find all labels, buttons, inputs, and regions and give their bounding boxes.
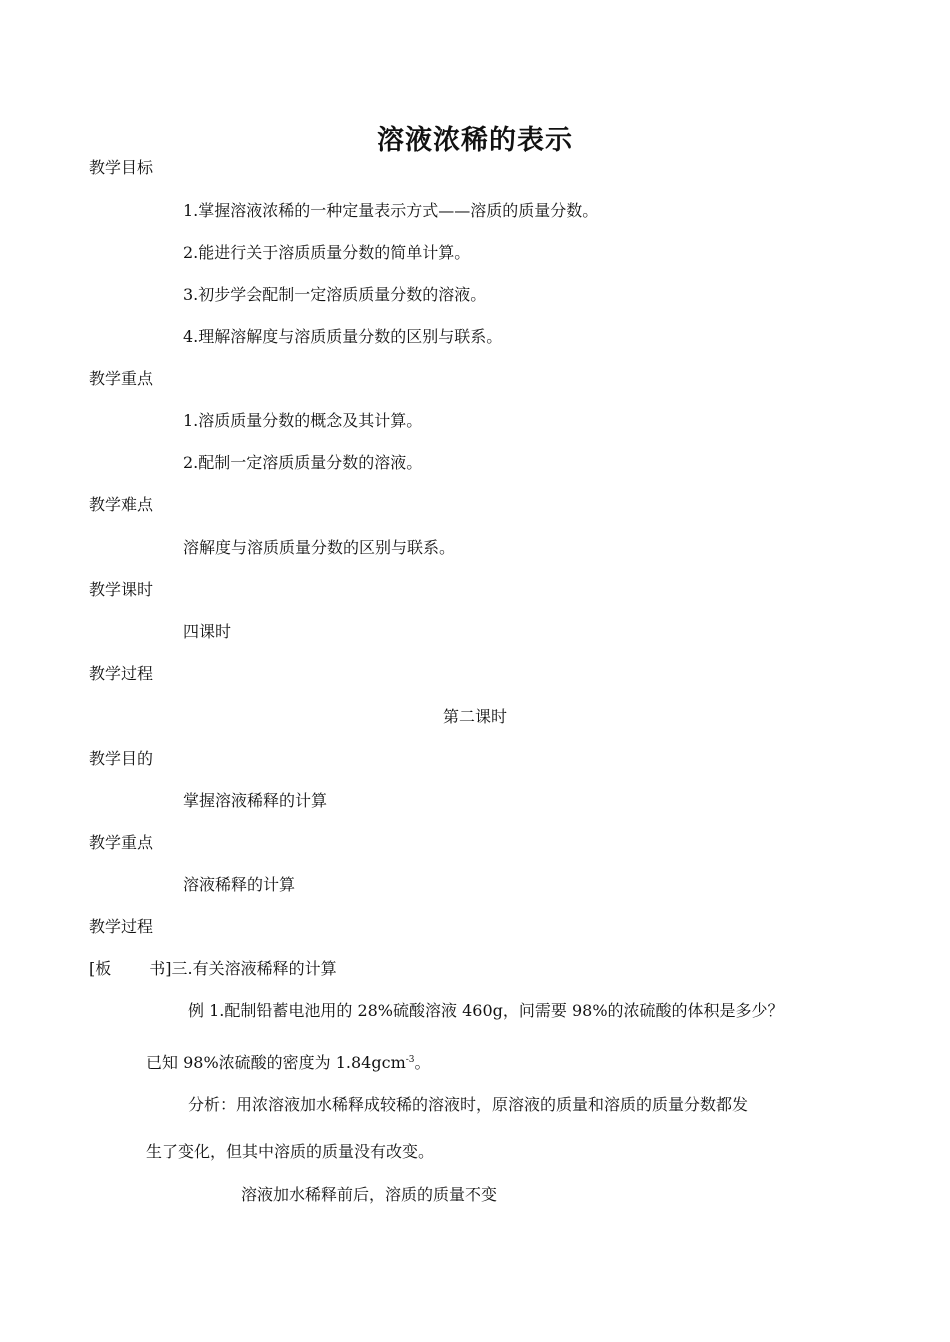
board-note	[89, 958, 337, 980]
lesson-process-heading: 教学过程	[89, 917, 154, 936]
lesson-key-heading: 教学重点	[89, 833, 154, 852]
key-point-item-2: 2.配制一定溶质质量分数的溶液。	[183, 453, 423, 472]
objective-item-4: 4.理解溶解度与溶质质量分数的区别与联系。	[183, 327, 503, 346]
lesson-title: 第二课时	[442, 707, 507, 726]
objectives-heading: 教学目标	[89, 158, 154, 177]
key-points-heading: 教学重点	[89, 369, 154, 388]
hours-heading: 教学课时	[89, 580, 154, 599]
analysis-line-2: 生了变化，但其中溶质的质量没有改变。	[146, 1142, 435, 1161]
difficulty-text: 溶解度与溶质质量分数的区别与联系。	[183, 538, 456, 557]
objective-item-2: 2.能进行关于溶质质量分数的简单计算。	[183, 243, 471, 262]
process-heading: 教学过程	[89, 664, 154, 683]
lesson-key-text: 溶液稀释的计算	[183, 875, 296, 894]
objective-item-1: 1.掌握溶液浓稀的一种定量表示方式——溶质的质量分数。	[183, 201, 599, 220]
objective-item-3: 3.初步学会配制一定溶质质量分数的溶液。	[183, 285, 487, 304]
analysis-line-1: 分析：用浓溶液加水稀释成较稀的溶液时，原溶液的质量和溶质的质量分数都发	[188, 1095, 749, 1114]
board-bracket-open: [板	[89, 959, 112, 978]
example-line-2-end: 。	[414, 1053, 431, 1072]
board-bracket-close: 书]	[149, 959, 172, 978]
hours-text: 四课时	[183, 622, 232, 641]
difficulty-heading: 教学难点	[89, 495, 154, 514]
analysis-line-3: 溶液加水稀释前后，溶质的质量不变	[241, 1185, 498, 1204]
board-text: 三.有关溶液稀释的计算	[171, 959, 337, 978]
example-line-2	[146, 1049, 431, 1074]
example-line-2-text: 已知 98%浓硫酸的密度为 1.84gcm	[146, 1053, 406, 1072]
key-point-item-1: 1.溶质质量分数的概念及其计算。	[183, 411, 423, 430]
page-title: 溶液浓稀的表示	[377, 125, 573, 156]
example-line-2-exponent: -3	[405, 1055, 415, 1065]
lesson-goal-text: 掌握溶液稀释的计算	[183, 791, 328, 810]
lesson-goal-heading: 教学目的	[89, 749, 154, 768]
example-line-1: 例 1.配制铅蓄电池用的 28%硫酸溶液 460g，问需要 98%的浓硫酸的体积是多少？	[188, 1001, 784, 1020]
